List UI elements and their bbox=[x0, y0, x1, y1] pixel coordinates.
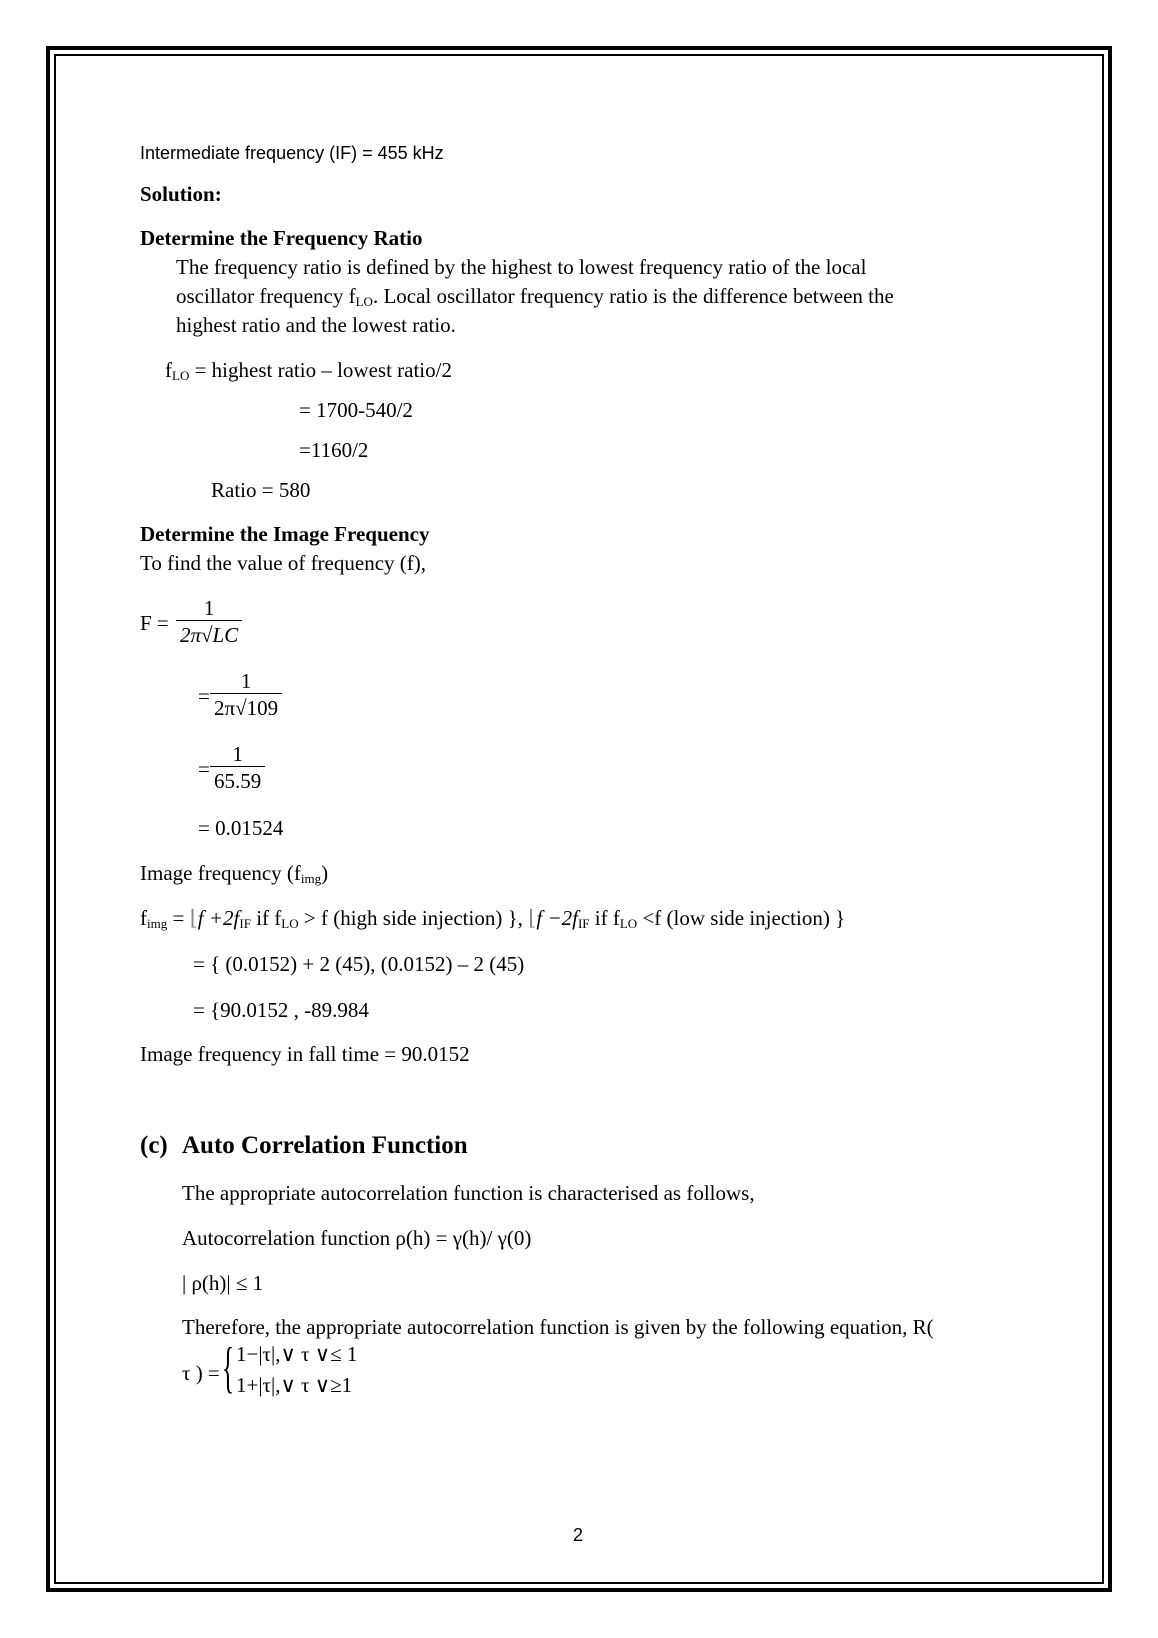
autocorr-heading: Auto Correlation Function bbox=[182, 1132, 468, 1159]
frequency-result: = 0.01524 bbox=[198, 816, 284, 840]
autocorr-definition: Autocorrelation function ρ(h) = γ(h)/ γ(0) bbox=[182, 1226, 532, 1250]
autocorr-line4: Therefore, the appropriate autocorrelation function is given by the following equation, R( bbox=[182, 1315, 934, 1339]
ratio-result: Ratio = 580 bbox=[211, 478, 311, 502]
fraction-1-over-65-59: $\frac{1}{65.59}$ bbox=[210, 742, 265, 793]
flo-calc-step2: =1160/2 bbox=[299, 438, 369, 462]
freq-ratio-para-line3: highest ratio and the lowest ratio. bbox=[176, 313, 456, 337]
freq-ratio-heading: Determine the Frequency Ratio bbox=[140, 226, 423, 250]
piecewise-brace: { bbox=[222, 1337, 235, 1399]
autocorr-line1: The appropriate autocorrelation function is characterised as follows, bbox=[182, 1181, 755, 1205]
freq-ratio-para-line2: oscillator frequency $f_{LO}$. Local oscillator frequency ratio is the difference between the bbox=[176, 284, 894, 309]
intermediate-frequency-line: Intermediate frequency (IF) = 455 kHz bbox=[140, 143, 444, 163]
section-c-label: (c) bbox=[140, 1132, 168, 1159]
piecewise-case-2: 1+|τ|,∨ τ ∨≥1 bbox=[236, 1373, 353, 1397]
fraction-1-over-2pi-sqrt-109: $\frac{1}{2\pi√109}$ bbox=[210, 669, 282, 720]
flo-calc-step1: = 1700-540/2 bbox=[299, 398, 413, 422]
image-frequency-label: Image frequency $(f_{img})$ bbox=[140, 861, 329, 886]
flo-equation: $f_{LO}$ = highest ratio – lowest ratio/2 bbox=[165, 358, 452, 383]
page-number: 2 bbox=[573, 1525, 584, 1545]
piecewise-case-1: 1−|τ|,∨ τ ∨≤ 1 bbox=[236, 1342, 358, 1366]
image-freq-heading: Determine the Image Frequency bbox=[140, 522, 430, 546]
image-frequency-calc1: = { (0.0152) + 2 (45), (0.0152) – 2 (45) bbox=[193, 952, 525, 976]
image-frequency-calc2: = {90.0152 , -89.984 bbox=[193, 998, 369, 1022]
autocorr-bound: | ρ(h)| ≤ 1 bbox=[182, 1271, 264, 1295]
solution-label: Solution: bbox=[140, 182, 222, 206]
image-frequency-conclusion: Image frequency in fall time = 90.0152 bbox=[140, 1042, 470, 1066]
image-freq-intro: To find the value of frequency (f), bbox=[140, 551, 426, 575]
image-frequency-formula: $f_{img}$ = ⌊f $+2f_{IF}$ if $f_{LO} > f$ (high side injection) }, ⌊f $-2f_{IF}$ if $f_{LO} <f$ (low side injection) } bbox=[140, 906, 846, 931]
f-label: F = bbox=[140, 611, 169, 635]
tau-lhs: τ ) = bbox=[182, 1361, 220, 1385]
fraction-1-over-2pi-sqrt-lc: $\frac{1}{2\pi√LC}$ bbox=[176, 596, 242, 647]
fraction-2-equals: = bbox=[198, 684, 210, 708]
freq-ratio-para-line1: The frequency ratio is defined by the highest to lowest frequency ratio of the local bbox=[176, 255, 867, 279]
fraction-3-equals: = bbox=[198, 757, 210, 781]
